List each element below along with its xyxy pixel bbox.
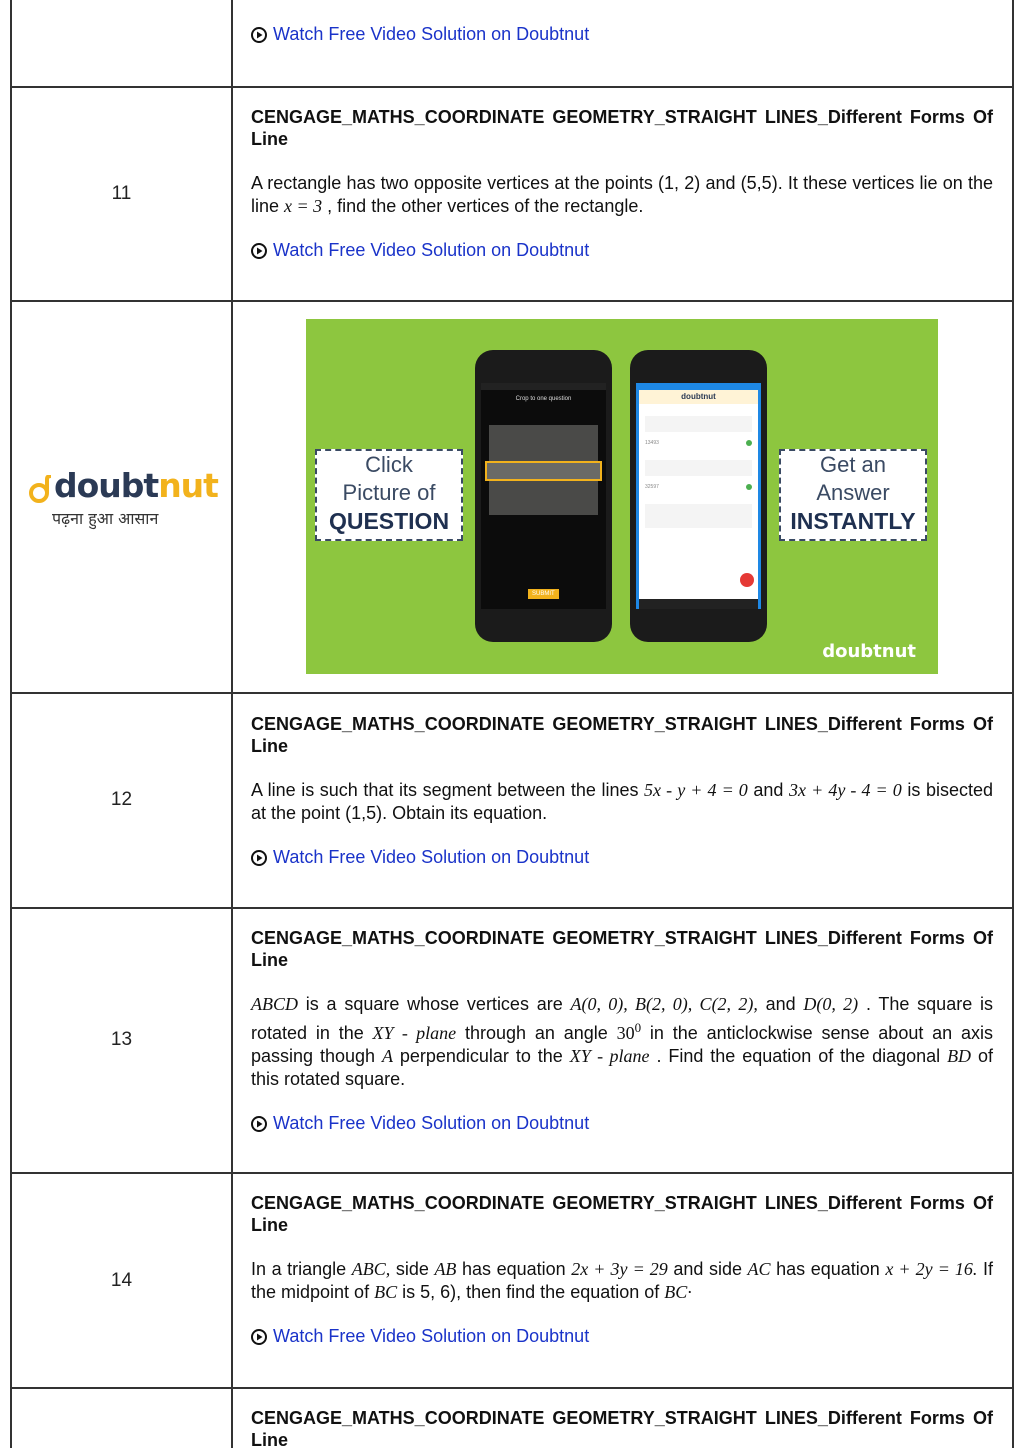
play-circle-icon [251, 243, 267, 259]
callout-click-picture: Click Picture of QUESTION [315, 449, 463, 541]
question-12-content [251, 713, 993, 871]
question-number: 12 [110, 789, 133, 810]
table-border-right [1012, 0, 1014, 1448]
callout-get-answer: Get an Answer INSTANTLY [779, 449, 927, 541]
question-15-content [251, 1407, 993, 1451]
watch-video-link-label: Watch Free Video Solution on Doubtnut [273, 24, 590, 44]
watch-video-link-label: Watch Free Video Solution on Doubtnut [273, 1326, 590, 1346]
logo-tagline: पढ़ना हुआ आसान [52, 509, 159, 528]
camera-screen [481, 383, 606, 609]
crop-instruction: Crop to one question [515, 396, 572, 402]
phone-camera-mockup [475, 350, 612, 642]
question-text: A rectangle has two opposite vertices at the points (1, 2) and (5,5). It these vertices lie on the line x = 3 , find the other vertices of the rectangle. [251, 173, 993, 216]
question-heading: CENGAGE_MATHS_COORDINATE GEOMETRY_STRAIGHT LINES_Different Forms Of Line [251, 107, 993, 149]
question-heading: CENGAGE_MATHS_COORDINATE GEOMETRY_STRAIGHT LINES_Different Forms Of Line [251, 714, 993, 756]
play-circle-icon [251, 1329, 267, 1345]
submit-button: SUBMIT [528, 589, 559, 599]
question-text: ABCD is a square whose vertices are A(0, 0), B(2, 0), C(2, 2), and D(0, 2) . The square is rotated in the XY - plane through an angle $30^0$ in the anticlockwise sense about an axis passing though A perpendicular to the XY - plane . Find the equation of the diagonal BD of this rotated square. [251, 994, 994, 1089]
doubtnut-logo [28, 466, 218, 536]
watch-video-link-label: Watch Free Video Solution on Doubtnut [273, 847, 590, 867]
question-number: 14 [110, 1270, 133, 1291]
question-heading: CENGAGE_MATHS_COORDINATE GEOMETRY_STRAIGHT LINES_Different Forms Of Line [251, 1193, 993, 1235]
watch-video-link-label: Watch Free Video Solution on Doubtnut [273, 240, 590, 260]
row-divider [10, 907, 1014, 909]
play-circle-icon [251, 850, 267, 866]
watch-video-link[interactable] [251, 1326, 589, 1347]
question-13-content [251, 927, 993, 1137]
row-divider [10, 300, 1014, 302]
check-icon [746, 440, 752, 446]
question-heading: CENGAGE_MATHS_COORDINATE GEOMETRY_STRAIGHT LINES_Different Forms Of Line [251, 928, 993, 970]
question-text: A line is such that its segment between the lines 5x - y + 4 = 0 and 3x + 4y - 4 = 0 is bisected at the point (1,5). Obtain its equation. [251, 780, 993, 823]
answer-screen: doubtnut 13493 32597 [636, 383, 761, 609]
play-circle-icon [251, 27, 267, 43]
crop-box [485, 461, 602, 481]
row-divider [10, 1172, 1014, 1174]
app-header-logo: doubtnut [639, 390, 758, 404]
phone-answer-mockup [630, 350, 767, 642]
camera-fab-icon [740, 573, 754, 587]
row-10-content [251, 2, 993, 48]
watch-video-link[interactable] [251, 24, 589, 45]
question-number: 11 [111, 183, 132, 204]
question-14-content [251, 1192, 993, 1350]
doubtnut-ad-banner[interactable] [306, 319, 938, 674]
row-divider [10, 1387, 1014, 1389]
row-divider [10, 86, 1014, 88]
check-icon [746, 484, 752, 490]
table-column-divider [231, 0, 233, 1448]
question-heading: CENGAGE_MATHS_COORDINATE GEOMETRY_STRAIGHT LINES_Different Forms Of Line [251, 1408, 993, 1450]
play-circle-icon [251, 1116, 267, 1132]
row-divider [10, 692, 1014, 694]
question-text: In a triangle ABC, side AB has equation 2x + 3y = 29 and side AC has equation x + 2y = 16. If the midpoint of BC is 5, 6), then find the equation of BC· [251, 1259, 993, 1302]
watch-video-link[interactable] [251, 1113, 589, 1134]
watch-video-link[interactable] [251, 240, 589, 261]
doubtnut-d-icon [28, 475, 54, 505]
table-border-left [10, 0, 12, 1448]
question-number: 13 [110, 1029, 133, 1050]
banner-watermark-logo: doubtnut [822, 641, 916, 662]
logo-wordmark [28, 466, 218, 505]
watch-video-link[interactable] [251, 847, 589, 868]
logo-word-nut: nut [158, 466, 218, 505]
question-11-content [251, 106, 993, 264]
logo-word-doubt: doubt [54, 466, 159, 505]
watch-video-link-label: Watch Free Video Solution on Doubtnut [273, 1113, 590, 1133]
